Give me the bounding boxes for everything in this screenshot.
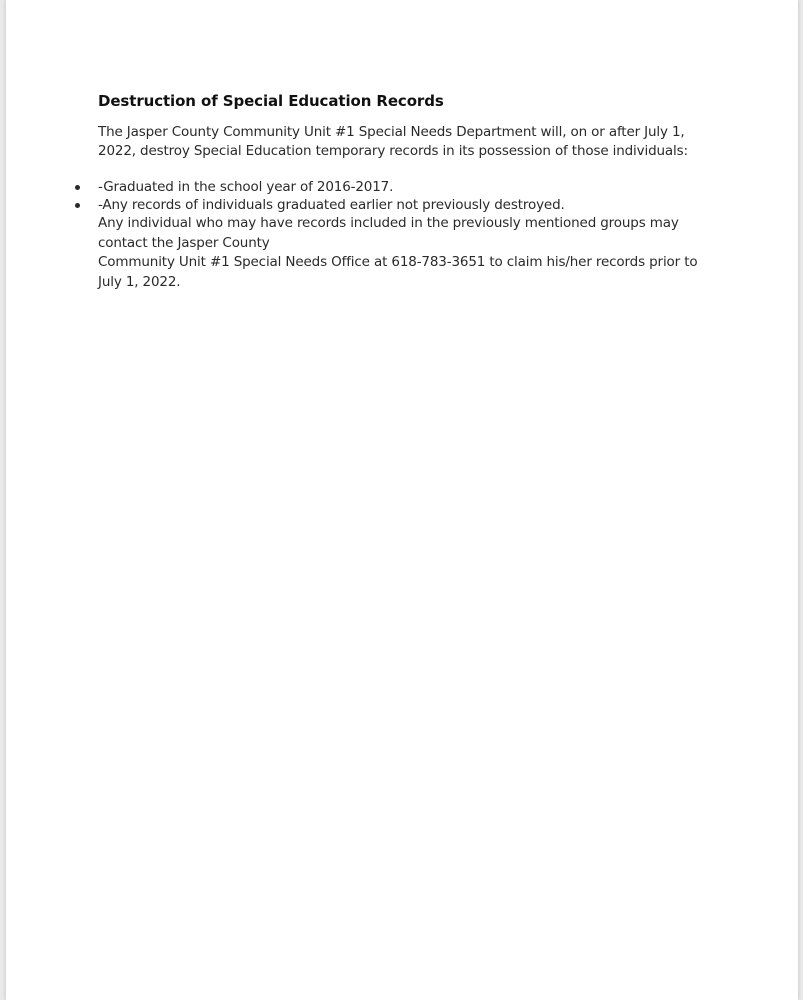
contact-paragraph [98,214,708,292]
contact-line-2: Community Unit #1 Special Needs Office at 618-783-3651 to claim his/her records prior to July 1, 2022. [98,254,698,290]
contact-line-1: Any individual who may have records included in the previously mentioned groups may contact the Jasper County [98,215,679,251]
document-page [6,0,798,1000]
list-item-text: -Graduated in the school year of 2016-2017. [98,179,394,195]
criteria-list [98,178,708,214]
list-item [98,178,708,196]
document-content [98,89,708,292]
bullet-icon [75,185,80,190]
list-item-text: -Any records of individuals graduated earlier not previously destroyed. [98,197,565,213]
document-title: Destruction of Special Education Records [98,92,444,110]
bullet-icon [75,203,80,208]
list-item [98,196,708,214]
intro-paragraph: The Jasper County Community Unit #1 Special Needs Department will, on or after July 1, 2022, destroy Special Education temporary records in its possession of those individuals: [98,124,688,159]
